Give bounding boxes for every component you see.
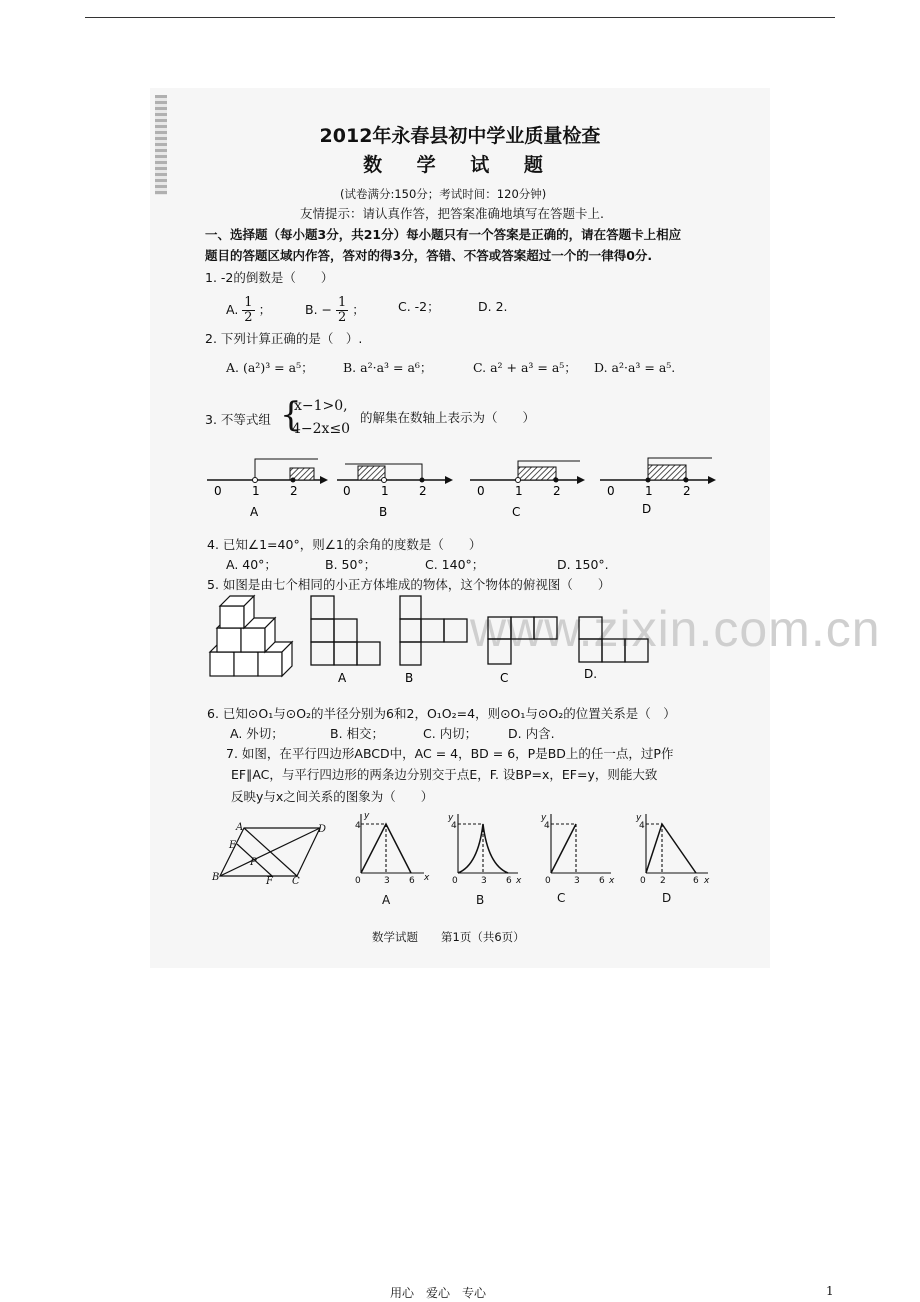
q1-b-denominator: 2	[337, 310, 347, 325]
friendly-tip: 友情提示：请认真作答，把答案准确地填写在答题卡上.	[300, 206, 604, 221]
numberline-b-tick-2: 2	[419, 484, 427, 498]
q7-point-b: B	[212, 872, 220, 883]
numberline-b-tick-1: 1	[381, 484, 389, 498]
numberline-a-label: A	[250, 505, 259, 519]
q7-graph-a-xaxis: x	[424, 873, 430, 883]
q1-option-b	[305, 296, 365, 325]
exam-title: 2012年永春县初中学业质量检查	[319, 125, 601, 147]
numberline-d-tick-2: 2	[683, 484, 691, 498]
q6-option-b: B. 相交；	[330, 726, 385, 741]
q3-prefix: 3. 不等式组	[205, 412, 271, 427]
q7-graph-a-xtick-1: 3	[384, 876, 390, 886]
numberline-a	[207, 459, 328, 519]
exam-meta: (试卷满分:150分；考试时间：120分钟)	[340, 187, 547, 201]
q7-graph-c-xtick-2: 6	[599, 876, 605, 886]
q5-label-c: C	[500, 671, 509, 685]
numberline-b-label: B	[379, 505, 388, 519]
q7-graph-c-xtick-1: 3	[574, 876, 580, 886]
numberline-d-label: D	[642, 502, 652, 516]
q3-inequality-2: 4−2x≤0	[292, 421, 351, 437]
q7-graph-d-xtick-0: 0	[640, 876, 646, 886]
numberline-a-tick-2: 2	[290, 484, 298, 498]
numberline-d	[600, 458, 716, 516]
q7-graph-b-ytick: 4	[451, 821, 457, 831]
q3-suffix: 的解集在数轴上表示为（ ）	[360, 410, 536, 425]
q7-graph-b-xtick-1: 3	[481, 876, 487, 886]
q7-point-e: E	[229, 840, 237, 851]
top-rule	[85, 17, 835, 18]
exam-page-footer: 数学试题 第1页（共6页）	[372, 930, 525, 944]
scan-edge-artifact	[155, 95, 167, 195]
q5-view-c	[488, 617, 557, 664]
q2-option-a: A. (a²)³ = a⁵；	[226, 360, 314, 375]
q6-option-a: A. 外切；	[230, 726, 284, 741]
q7-parallelogram	[220, 828, 320, 876]
q5-label-d: D.	[584, 667, 598, 681]
q7-graph-a-xtick-2: 6	[409, 876, 415, 886]
q2-option-c: C. a² + a³ = a⁵；	[473, 360, 577, 375]
q7-graph-d-ytick: 4	[639, 821, 645, 831]
q7-graph-b-xaxis: x	[516, 876, 522, 886]
q4-option-c: C. 140°；	[425, 557, 485, 572]
numberline-d-tick-1: 1	[645, 484, 653, 498]
exam-subtitle: 数 学 试 题	[363, 154, 557, 176]
q1-a-suffix: ；	[258, 302, 272, 317]
q5-figures	[0, 592, 920, 687]
q2-stem: 2. 下列计算正确的是（ ）.	[205, 331, 363, 346]
numberline-c-tick-1: 1	[515, 484, 523, 498]
q7-line2: EF∥AC，与平行四边形的两条边分别交于点E，F. 设BP=x，EF=y，则能大致	[231, 767, 658, 782]
q7-point-c: C	[292, 876, 300, 887]
numberline-b-tick-0: 0	[343, 484, 351, 498]
q2-option-b: B. a²·a³ = a⁶；	[343, 360, 433, 375]
q5-stem: 5. 如图是由七个相同的小正方体堆成的物体，这个物体的俯视图（ ）	[207, 577, 611, 592]
q5-label-a: A	[338, 671, 347, 685]
watermark: www.zixin.com.cn	[470, 601, 881, 657]
q5-view-b	[400, 596, 467, 665]
q4-option-d: D. 150°.	[557, 557, 609, 572]
q7-point-d: D	[318, 824, 327, 835]
q1-option-a	[226, 296, 271, 325]
q1-a-numerator: 1	[244, 295, 253, 310]
section1-line2: 题目的答题区域内作答，答对的得3分，答错、不答或答案超过一个的一律得0分.	[205, 248, 653, 263]
q7-graph-d-yaxis: y	[636, 813, 642, 823]
q2-option-d: D. a²·a³ = a⁵.	[594, 360, 676, 375]
q5-cube-stack	[210, 596, 292, 676]
numberline-c-label: C	[512, 505, 521, 519]
q1-option-d: D. 2.	[478, 299, 508, 314]
q7-graph-d-xaxis: x	[704, 876, 710, 886]
q7-graph-c-ytick: 4	[544, 821, 550, 831]
q1-a-prefix: A.	[226, 302, 239, 317]
q3-brace: {	[280, 395, 302, 435]
q7-figures	[0, 810, 920, 910]
q5-view-d	[579, 617, 648, 662]
numberline-c	[470, 461, 585, 519]
q5-label-b: B	[405, 671, 414, 685]
bottom-page-number: 1	[826, 1284, 834, 1298]
bottom-slogan: 用心 爱心 专心	[390, 1286, 487, 1300]
q1-b-fraction	[336, 296, 348, 325]
q7-point-f: F	[266, 876, 273, 887]
q7-point-a: A	[236, 822, 244, 833]
q6-option-d: D. 内含.	[508, 726, 555, 741]
section1-line1: 一、选择题（每小题3分，共21分）每小题只有一个答案是正确的，请在答题卡上相应	[205, 227, 682, 242]
q3-number-lines	[0, 455, 920, 535]
numberline-c-tick-2: 2	[553, 484, 561, 498]
q1-a-fraction	[242, 296, 254, 325]
q4-stem: 4. 已知∠1=40°，则∠1的余角的度数是（ ）	[207, 537, 482, 552]
q7-graph-c-label: C	[557, 891, 566, 905]
q7-graph-a-xtick-0: 0	[355, 876, 361, 886]
q7-graph-b-label: B	[476, 893, 485, 907]
q7-graph-a-ytick: 4	[355, 821, 361, 831]
q7-graph-c-xaxis: x	[609, 876, 615, 886]
q4-option-a: A. 40°；	[226, 557, 277, 572]
numberline-d-tick-0: 0	[607, 484, 615, 498]
q7-graph-b-xtick-0: 0	[452, 876, 458, 886]
q7-graph-d	[646, 814, 708, 873]
q1-a-denominator: 2	[244, 310, 253, 325]
numberline-a-tick-0: 0	[214, 484, 222, 498]
q7-point-p: P	[250, 857, 257, 868]
q6-option-c: C. 内切；	[423, 726, 478, 741]
q7-graph-a-yaxis: y	[364, 811, 370, 821]
q1-b-suffix: ；	[352, 302, 365, 317]
q7-graph-b-xtick-2: 6	[506, 876, 512, 886]
q3-inequality-1: x−1>0,	[294, 398, 348, 414]
q1-option-c: C. -2；	[398, 299, 440, 314]
q6-stem: 6. 已知⊙O₁与⊙O₂的半径分别为6和2，O₁O₂=4，则⊙O₁与⊙O₂的位置关系是（ ）	[207, 706, 676, 721]
q7-graph-a-label: A	[382, 893, 391, 907]
q7-graph-b	[458, 814, 518, 873]
q7-line3: 反映y与x之间关系的图象为（ ）	[231, 789, 434, 804]
q7-graph-b-yaxis: y	[448, 813, 454, 823]
numberline-c-tick-0: 0	[477, 484, 485, 498]
q7-line1: 7. 如图，在平行四边形ABCD中，AC = 4，BD = 6，P是BD上的任一点，过P作	[226, 746, 674, 761]
q7-graph-d-xtick-1: 2	[660, 876, 666, 886]
q5-view-a	[311, 596, 380, 665]
q7-graph-c	[551, 814, 611, 873]
q1-b-prefix: B. −	[305, 302, 332, 317]
numberline-b	[337, 464, 453, 519]
q7-graph-d-xtick-2: 6	[693, 876, 699, 886]
q1-stem: 1. -2的倒数是（ ）	[205, 270, 334, 285]
q7-graph-c-xtick-0: 0	[545, 876, 551, 886]
q7-graph-c-yaxis: y	[541, 813, 547, 823]
q1-b-numerator: 1	[337, 295, 347, 310]
q4-option-b: B. 50°；	[325, 557, 377, 572]
q7-graph-d-label: D	[662, 891, 672, 905]
numberline-a-tick-1: 1	[252, 484, 260, 498]
q7-graph-a	[361, 814, 424, 873]
